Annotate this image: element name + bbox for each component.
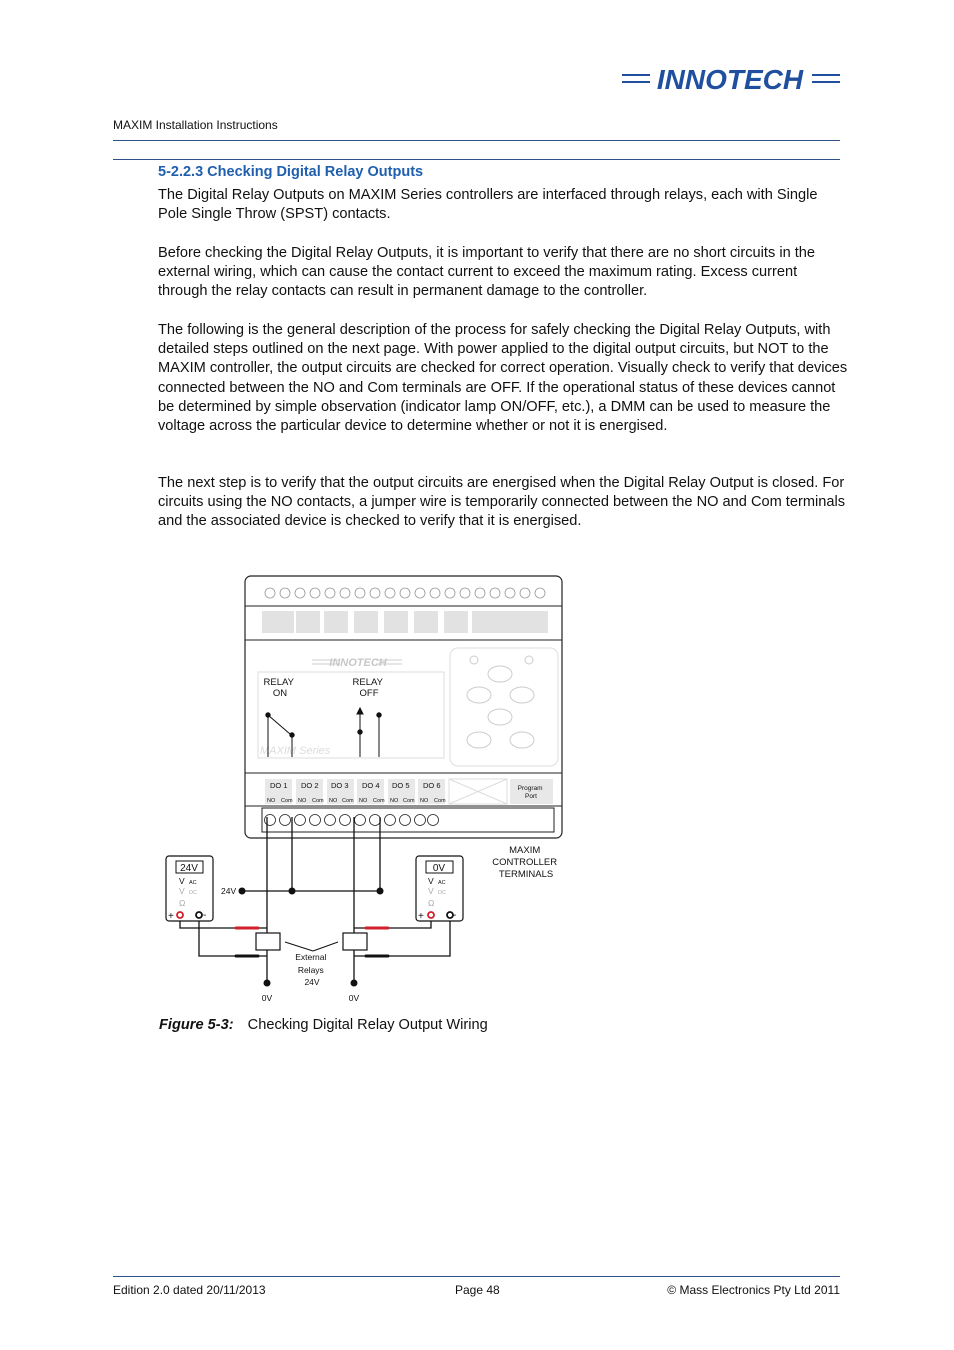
footer-copyright: © Mass Electronics Pty Ltd 2011 bbox=[667, 1283, 840, 1297]
no-label: NO bbox=[420, 798, 429, 804]
do-3-label: DO 3 bbox=[331, 781, 349, 790]
figure-caption bbox=[159, 1017, 488, 1033]
multimeter-left-vac: V bbox=[179, 876, 185, 886]
footer-rule bbox=[113, 1276, 840, 1277]
zero-volt-right-label: 0V bbox=[348, 993, 360, 1003]
svg-text:-: - bbox=[203, 910, 207, 921]
multimeter-right-reading: 0V bbox=[432, 863, 446, 874]
section-rule bbox=[113, 159, 840, 160]
external-relays-line3: 24V bbox=[304, 977, 320, 987]
relay-on-line1: RELAY bbox=[263, 677, 294, 688]
footer-page-number: Page 48 bbox=[455, 1283, 500, 1297]
innotech-logo bbox=[620, 62, 842, 96]
section-heading: 5-2.2.3 Checking Digital Relay Outputs bbox=[158, 164, 424, 180]
multimeter-left-vdc: V bbox=[179, 886, 185, 896]
multimeter-right-dc: DC bbox=[438, 890, 446, 896]
multimeter-right-vdc: V bbox=[428, 886, 434, 896]
com-label: Com bbox=[373, 798, 385, 804]
do-1-label: DO 1 bbox=[270, 781, 288, 790]
com-label: Com bbox=[342, 798, 354, 804]
relay-wiring-diagram bbox=[160, 570, 570, 1010]
paragraph-3: The following is the general description of the process for safely checking the Digital Relay Outputs, with detailed steps outlined on the next page. With power applied to the digital output circuits, but NOT to the MAXIM controller, the output circuits are checked for correct operation. Visually check to verify that devices connected between the NO and Com terminals are OFF. If the operational status of these devices cannot be determined by simple observation (indicator lamp ON/OFF, etc.), a DMM can be used to measure the voltage across the particular device to determine whether or not it is energised. bbox=[158, 322, 848, 435]
paragraph-2: Before checking the Digital Relay Outputs, it is important to verify that there are no short circuits in the external wiring, which can cause the contact current to exceed the maximum rating. Excess current through the relay contacts can result in permanent damage to the controller. bbox=[158, 245, 816, 300]
multimeter-left-ac: AC bbox=[189, 880, 197, 886]
do-5-label: DO 5 bbox=[392, 781, 410, 790]
multimeter-left-dc: DC bbox=[189, 890, 197, 896]
probe-jack-negative-icon bbox=[447, 912, 453, 918]
com-label: Com bbox=[403, 798, 415, 804]
svg-text:+: + bbox=[168, 911, 174, 922]
program-port-line2: Port bbox=[525, 793, 537, 800]
com-label: Com bbox=[312, 798, 324, 804]
svg-text:-: - bbox=[453, 910, 457, 921]
multimeter-right bbox=[416, 856, 463, 922]
controller-terminals-line3: TERMINALS bbox=[498, 869, 554, 880]
no-label: NO bbox=[267, 798, 276, 804]
do-6-label: DO 6 bbox=[423, 781, 441, 790]
header-rule bbox=[113, 140, 840, 141]
logo-text: INNOTECH bbox=[656, 64, 804, 95]
top-terminal-labels bbox=[262, 611, 548, 633]
multimeter-right-ac: AC bbox=[438, 880, 446, 886]
controller-terminals-line1: MAXIM bbox=[509, 845, 541, 856]
figure-number: Figure 5-3: bbox=[159, 1017, 234, 1033]
controller-brand: INNOTECH bbox=[329, 657, 387, 669]
external-relays-line1: External bbox=[295, 952, 327, 962]
svg-text:+: + bbox=[418, 911, 424, 922]
relay-off-line1: RELAY bbox=[352, 677, 383, 688]
do-4-label: DO 4 bbox=[362, 781, 380, 790]
com-label: Com bbox=[434, 798, 446, 804]
probe-jack-positive-icon bbox=[177, 912, 183, 918]
external-relays-label bbox=[295, 952, 329, 987]
no-label: NO bbox=[359, 798, 368, 804]
no-label: NO bbox=[329, 798, 338, 804]
zero-volt-left-label: 0V bbox=[261, 993, 273, 1003]
controller-terminals-line2: CONTROLLER bbox=[492, 857, 558, 868]
multimeter-left bbox=[166, 856, 213, 922]
relay-on-line2: ON bbox=[272, 688, 288, 699]
multimeter-left-reading: 24V bbox=[180, 863, 198, 874]
external-relays-line2: Relays bbox=[297, 965, 324, 975]
probe-jack-negative-icon bbox=[196, 912, 202, 918]
footer-edition: Edition 2.0 dated 20/11/2013 bbox=[113, 1283, 266, 1297]
do-2-label: DO 2 bbox=[301, 781, 319, 790]
program-port-line1: Program bbox=[517, 785, 543, 792]
no-label: NO bbox=[298, 798, 307, 804]
ohm-icon: Ω bbox=[428, 898, 435, 908]
paragraph-4: The next step is to verify that the output circuits are energised when the Digital Relay Output is closed. For circuits using the NO contacts, a jumper wire is temporarily connected between the NO and Com terminals and the associated device is checked to verify that it is energised. bbox=[158, 475, 846, 530]
multimeter-right-vac: V bbox=[428, 876, 434, 886]
figure-title: Checking Digital Relay Output Wiring bbox=[247, 1017, 488, 1033]
document-title: MAXIM Installation Instructions bbox=[113, 118, 278, 132]
external-relay-pointers bbox=[285, 942, 338, 951]
probe-jack-positive-icon bbox=[428, 912, 434, 918]
relay-off-line2: OFF bbox=[359, 688, 379, 699]
no-label: NO bbox=[390, 798, 399, 804]
ohm-icon: Ω bbox=[179, 898, 186, 908]
external-relay-coils bbox=[256, 933, 367, 950]
com-label: Com bbox=[281, 798, 293, 804]
series-label: MAXIM Series bbox=[260, 745, 331, 757]
supply-24v-label: 24V bbox=[221, 886, 237, 896]
paragraph-1: The Digital Relay Outputs on MAXIM Series controllers are interfaced through relays, each with Single Pole Single Throw (SPST) contacts. bbox=[158, 187, 818, 223]
controller-terminals-label bbox=[492, 845, 560, 880]
